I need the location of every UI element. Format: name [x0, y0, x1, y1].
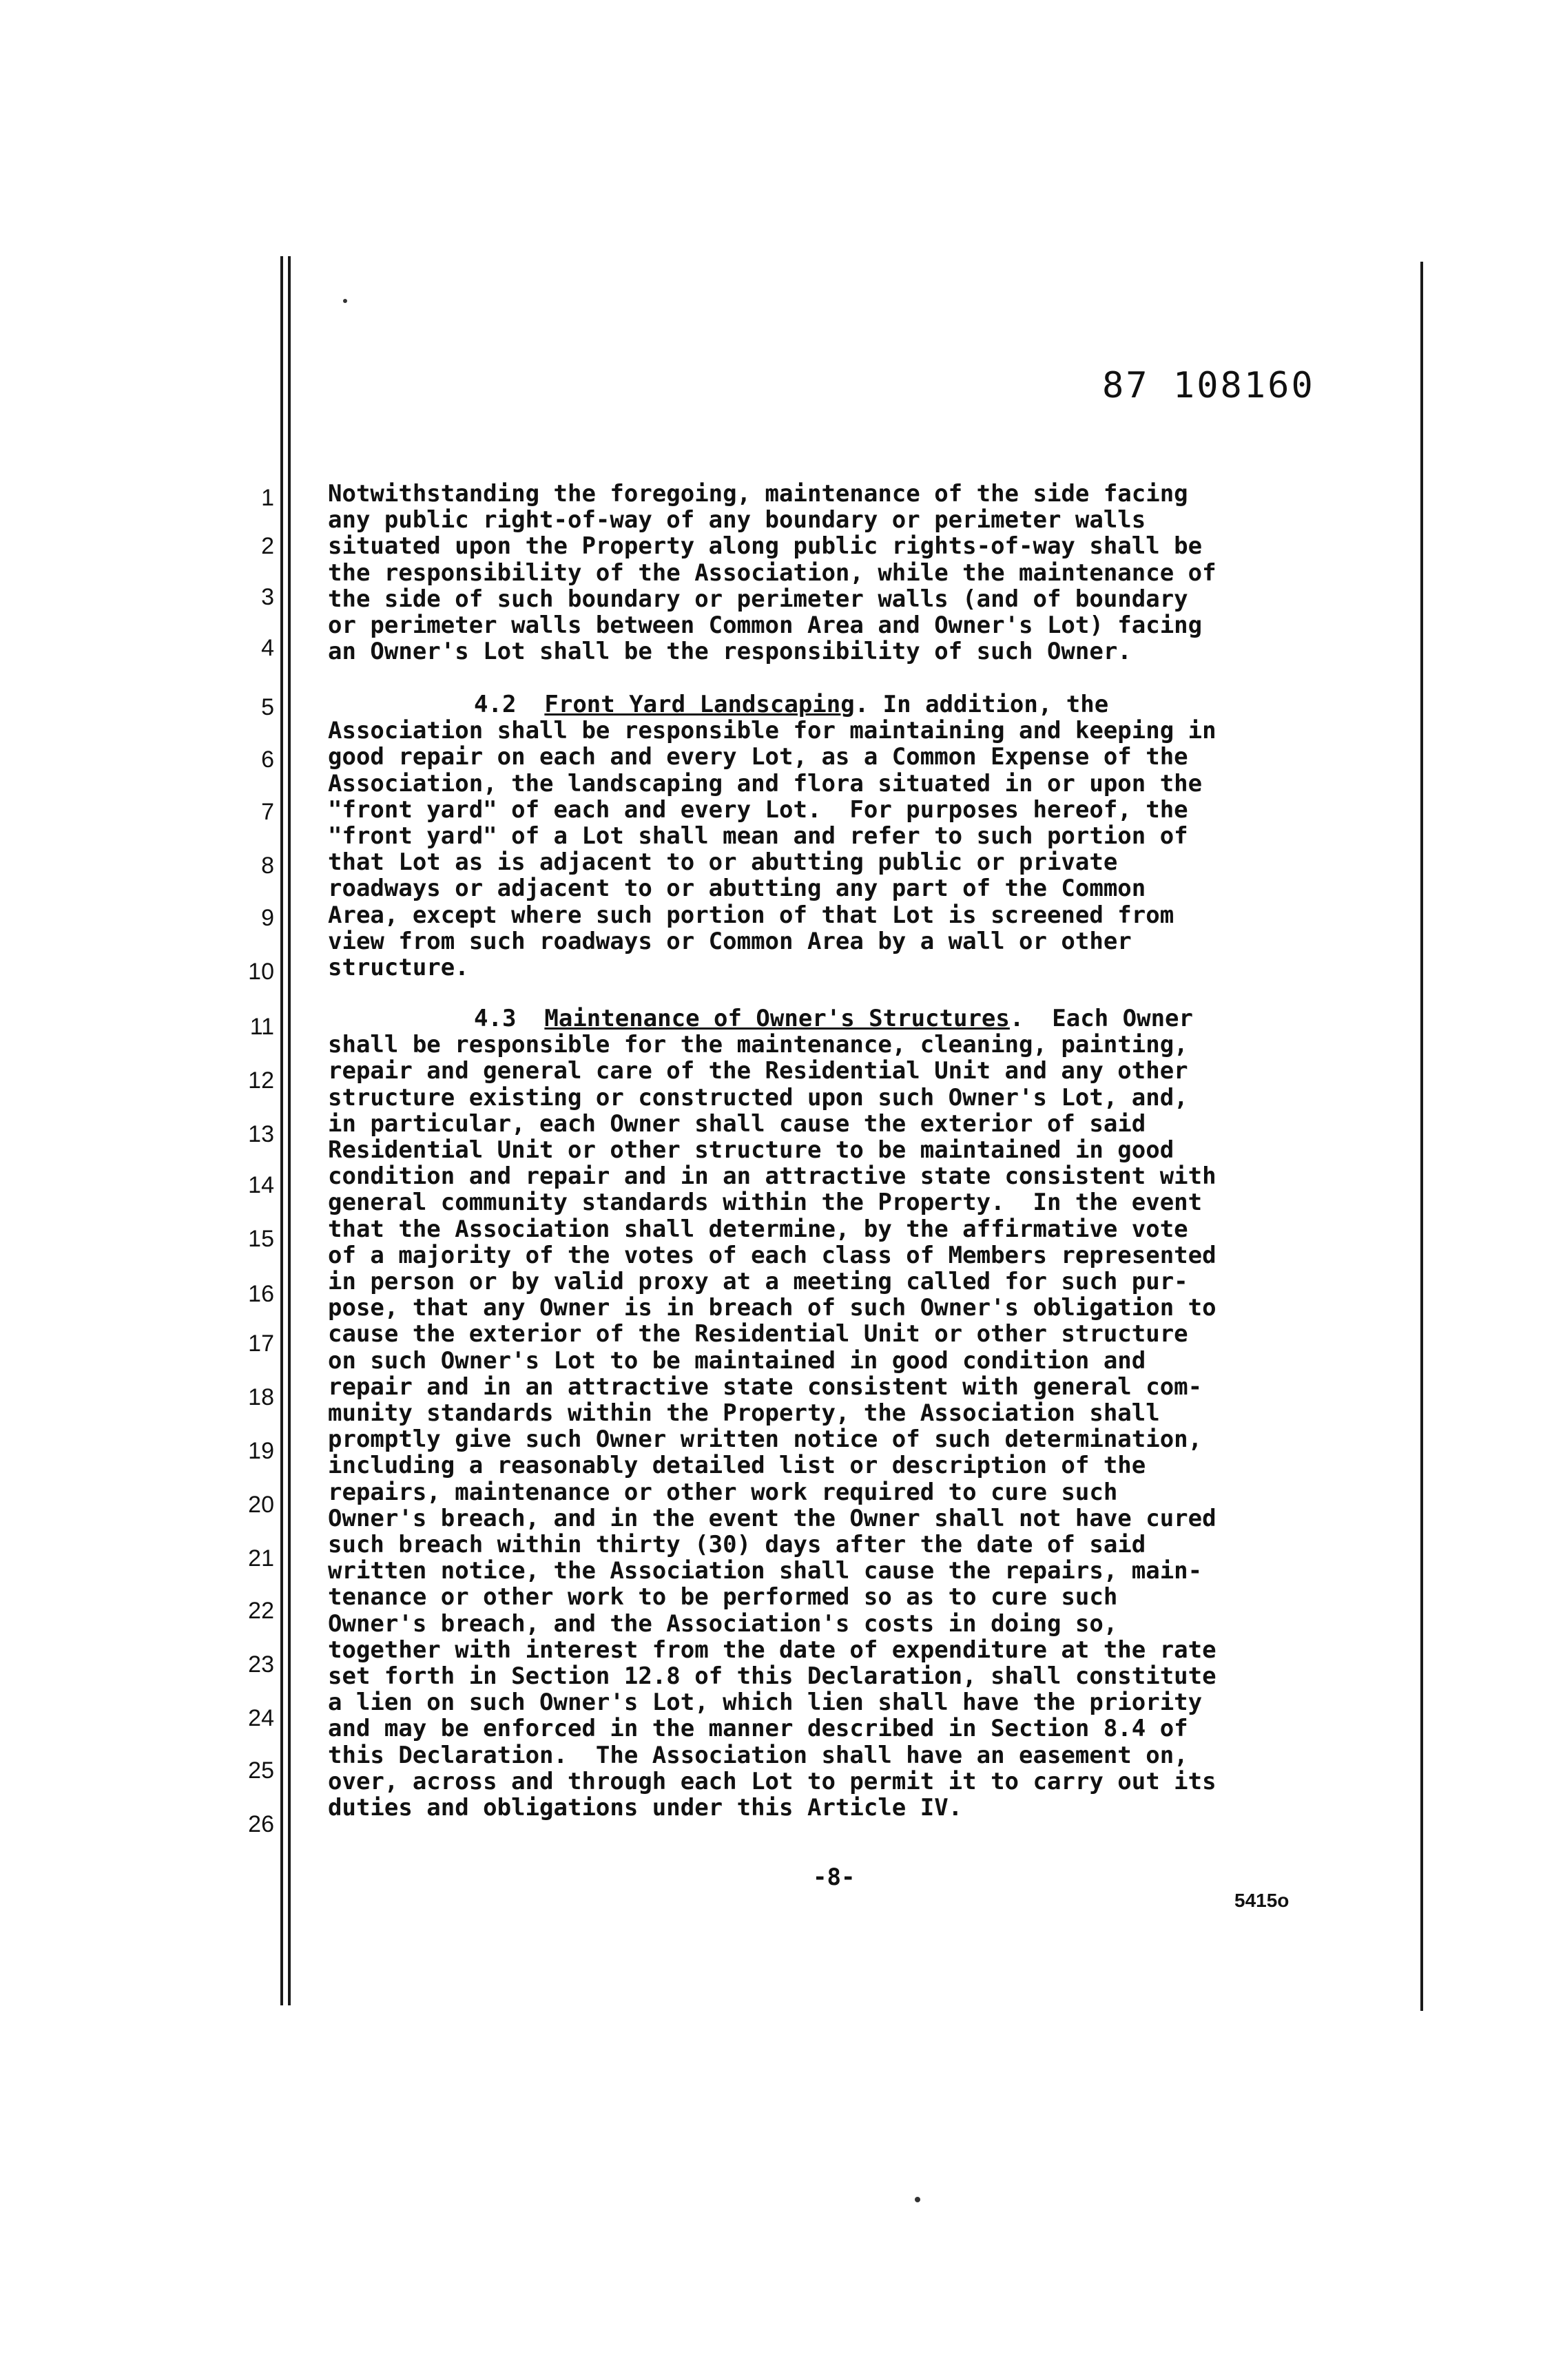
text-line: such breach within thirty (30) days after the date of said	[328, 1531, 1146, 1558]
text-line: "front yard" of each and every Lot. For purposes hereof, the	[328, 796, 1188, 824]
text-line: over, across and through each Lot to permit it to carry out its	[328, 1768, 1216, 1795]
text-line: set forth in Section 12.8 of this Declaration, shall constitute	[328, 1662, 1216, 1690]
text-line: structure.	[328, 954, 469, 981]
text-line: "front yard" of a Lot shall mean and refer to such portion of	[328, 822, 1188, 850]
text-line: that the Association shall determine, by the affirmative vote	[328, 1215, 1188, 1243]
line-number: 16	[248, 1281, 274, 1307]
text-line: promptly give such Owner written notice of such determination,	[328, 1426, 1203, 1453]
line-number: 24	[248, 1705, 274, 1731]
text-line: any public right-of-way of any boundary or perimeter walls	[328, 506, 1146, 534]
text-line: view from such roadways or Common Area by a wall or other	[328, 928, 1132, 955]
text-line: duties and obligations under this Article IV.	[328, 1794, 963, 1821]
page-number: -8-	[813, 1864, 856, 1891]
text-line: repair and in an attractive state consistent with general com-	[328, 1373, 1203, 1401]
text-line: in person or by valid proxy at a meeting called for such pur-	[328, 1268, 1188, 1295]
section-number: 4.2	[474, 691, 517, 718]
text-line: Association, the landscaping and flora situated in or upon the	[328, 770, 1203, 797]
text-line: of a majority of the votes of each class of Members represented	[328, 1242, 1216, 1269]
scan-speck	[915, 2197, 920, 2202]
text-line: general community standards within the Property. In the event	[328, 1189, 1203, 1216]
line-number: 4	[261, 635, 274, 661]
line-number: 3	[261, 584, 274, 610]
text-line: Owner's breach, and the Association's costs in doing so,	[328, 1610, 1118, 1638]
line-number: 1	[261, 485, 274, 511]
text-line: pose, that any Owner is in breach of such Owner's obligation to	[328, 1294, 1216, 1322]
section-heading: Maintenance of Owner's Structures	[544, 1005, 1010, 1032]
line-number: 10	[248, 959, 274, 985]
text-line: Residential Unit or other structure to be maintained in good	[328, 1136, 1174, 1164]
text-line: and may be enforced in the manner described in Section 8.4 of	[328, 1715, 1188, 1742]
text-line: shall be responsible for the maintenance, cleaning, painting,	[328, 1031, 1188, 1058]
text-line: condition and repair and in an attractive state consistent with	[328, 1162, 1216, 1190]
line-number: 18	[248, 1384, 274, 1410]
document-number: 87 108160	[1102, 365, 1315, 406]
text-line: including a reasonably detailed list or description of the	[328, 1452, 1146, 1479]
text-line: good repair on each and every Lot, as a Common Expense of the	[328, 743, 1188, 771]
line-number: 8	[261, 853, 274, 879]
text-line: or perimeter walls between Common Area and Owner's Lot) facing	[328, 612, 1203, 639]
text-line: Owner's breach, and in the event the Owner shall not have cured	[328, 1505, 1216, 1532]
line-number: 14	[248, 1172, 274, 1198]
text-line: that Lot as is adjacent to or abutting public or private	[328, 848, 1118, 876]
text-line: roadways or adjacent to or abutting any part of the Common	[328, 875, 1146, 902]
line-number: 12	[248, 1067, 274, 1094]
left-margin-rule-outer	[280, 256, 283, 2005]
left-margin-rule-inner	[288, 256, 291, 2005]
line-number: 15	[248, 1226, 274, 1252]
line-number: 2	[261, 533, 274, 559]
line-number: 5	[261, 694, 274, 720]
line-number: 13	[248, 1121, 274, 1147]
line-number: 6	[261, 747, 274, 773]
line-number: 11	[249, 1014, 274, 1040]
line-number: 20	[248, 1492, 274, 1518]
text-line: this Declaration. The Association shall have an easement on,	[328, 1742, 1188, 1769]
section-heading-rest: . Each Owner	[1009, 1005, 1193, 1032]
line-number: 25	[248, 1757, 274, 1784]
right-margin-rule	[1420, 262, 1423, 2011]
line-number: 21	[248, 1545, 274, 1572]
text-line: Area, except where such portion of that Lot is screened from	[328, 901, 1174, 929]
line-number: 7	[261, 799, 274, 825]
text-line: cause the exterior of the Residential Unit or other structure	[328, 1320, 1188, 1348]
text-line: repairs, maintenance or other work required to cure such	[328, 1479, 1118, 1506]
text-line: in particular, each Owner shall cause the exterior of said	[328, 1110, 1146, 1138]
text-line: the responsibility of the Association, while the maintenance of	[328, 559, 1216, 587]
scan-speck	[343, 299, 347, 303]
text-line: on such Owner's Lot to be maintained in good condition and	[328, 1347, 1146, 1375]
line-number: 23	[248, 1651, 274, 1678]
document-code: 5415o	[1234, 1890, 1290, 1911]
section-number: 4.3	[474, 1005, 517, 1032]
line-number: 22	[248, 1598, 274, 1624]
line-number: 26	[248, 1811, 274, 1837]
text-line: together with interest from the date of expenditure at the rate	[328, 1636, 1216, 1664]
text-line: a lien on such Owner's Lot, which lien shall have the priority	[328, 1689, 1203, 1716]
text-line: an Owner's Lot shall be the responsibility of such Owner.	[328, 638, 1132, 665]
text-line: Association shall be responsible for maintaining and keeping in	[328, 717, 1216, 744]
section-heading: Front Yard Landscaping	[544, 691, 855, 718]
line-number: 9	[261, 905, 274, 931]
text-line: repair and general care of the Residential Unit and any other	[328, 1057, 1188, 1085]
text-line: munity standards within the Property, the Association shall	[328, 1399, 1160, 1427]
line-number: 17	[248, 1330, 274, 1357]
text-line: structure existing or constructed upon such Owner's Lot, and,	[328, 1084, 1188, 1111]
text-line: tenance or other work to be performed so as to cure such	[328, 1583, 1118, 1611]
text-line	[474, 693, 1108, 716]
text-line: situated upon the Property along public rights-of-way shall be	[328, 532, 1203, 560]
section-heading-rest: . In addition, the	[854, 691, 1109, 718]
text-line: written notice, the Association shall cause the repairs, main-	[328, 1557, 1203, 1585]
text-line: the side of such boundary or perimeter walls (and of boundary	[328, 585, 1188, 613]
text-line	[474, 1007, 1193, 1030]
line-number: 19	[248, 1438, 274, 1464]
text-line: Notwithstanding the foregoing, maintenance of the side facing	[328, 480, 1188, 508]
